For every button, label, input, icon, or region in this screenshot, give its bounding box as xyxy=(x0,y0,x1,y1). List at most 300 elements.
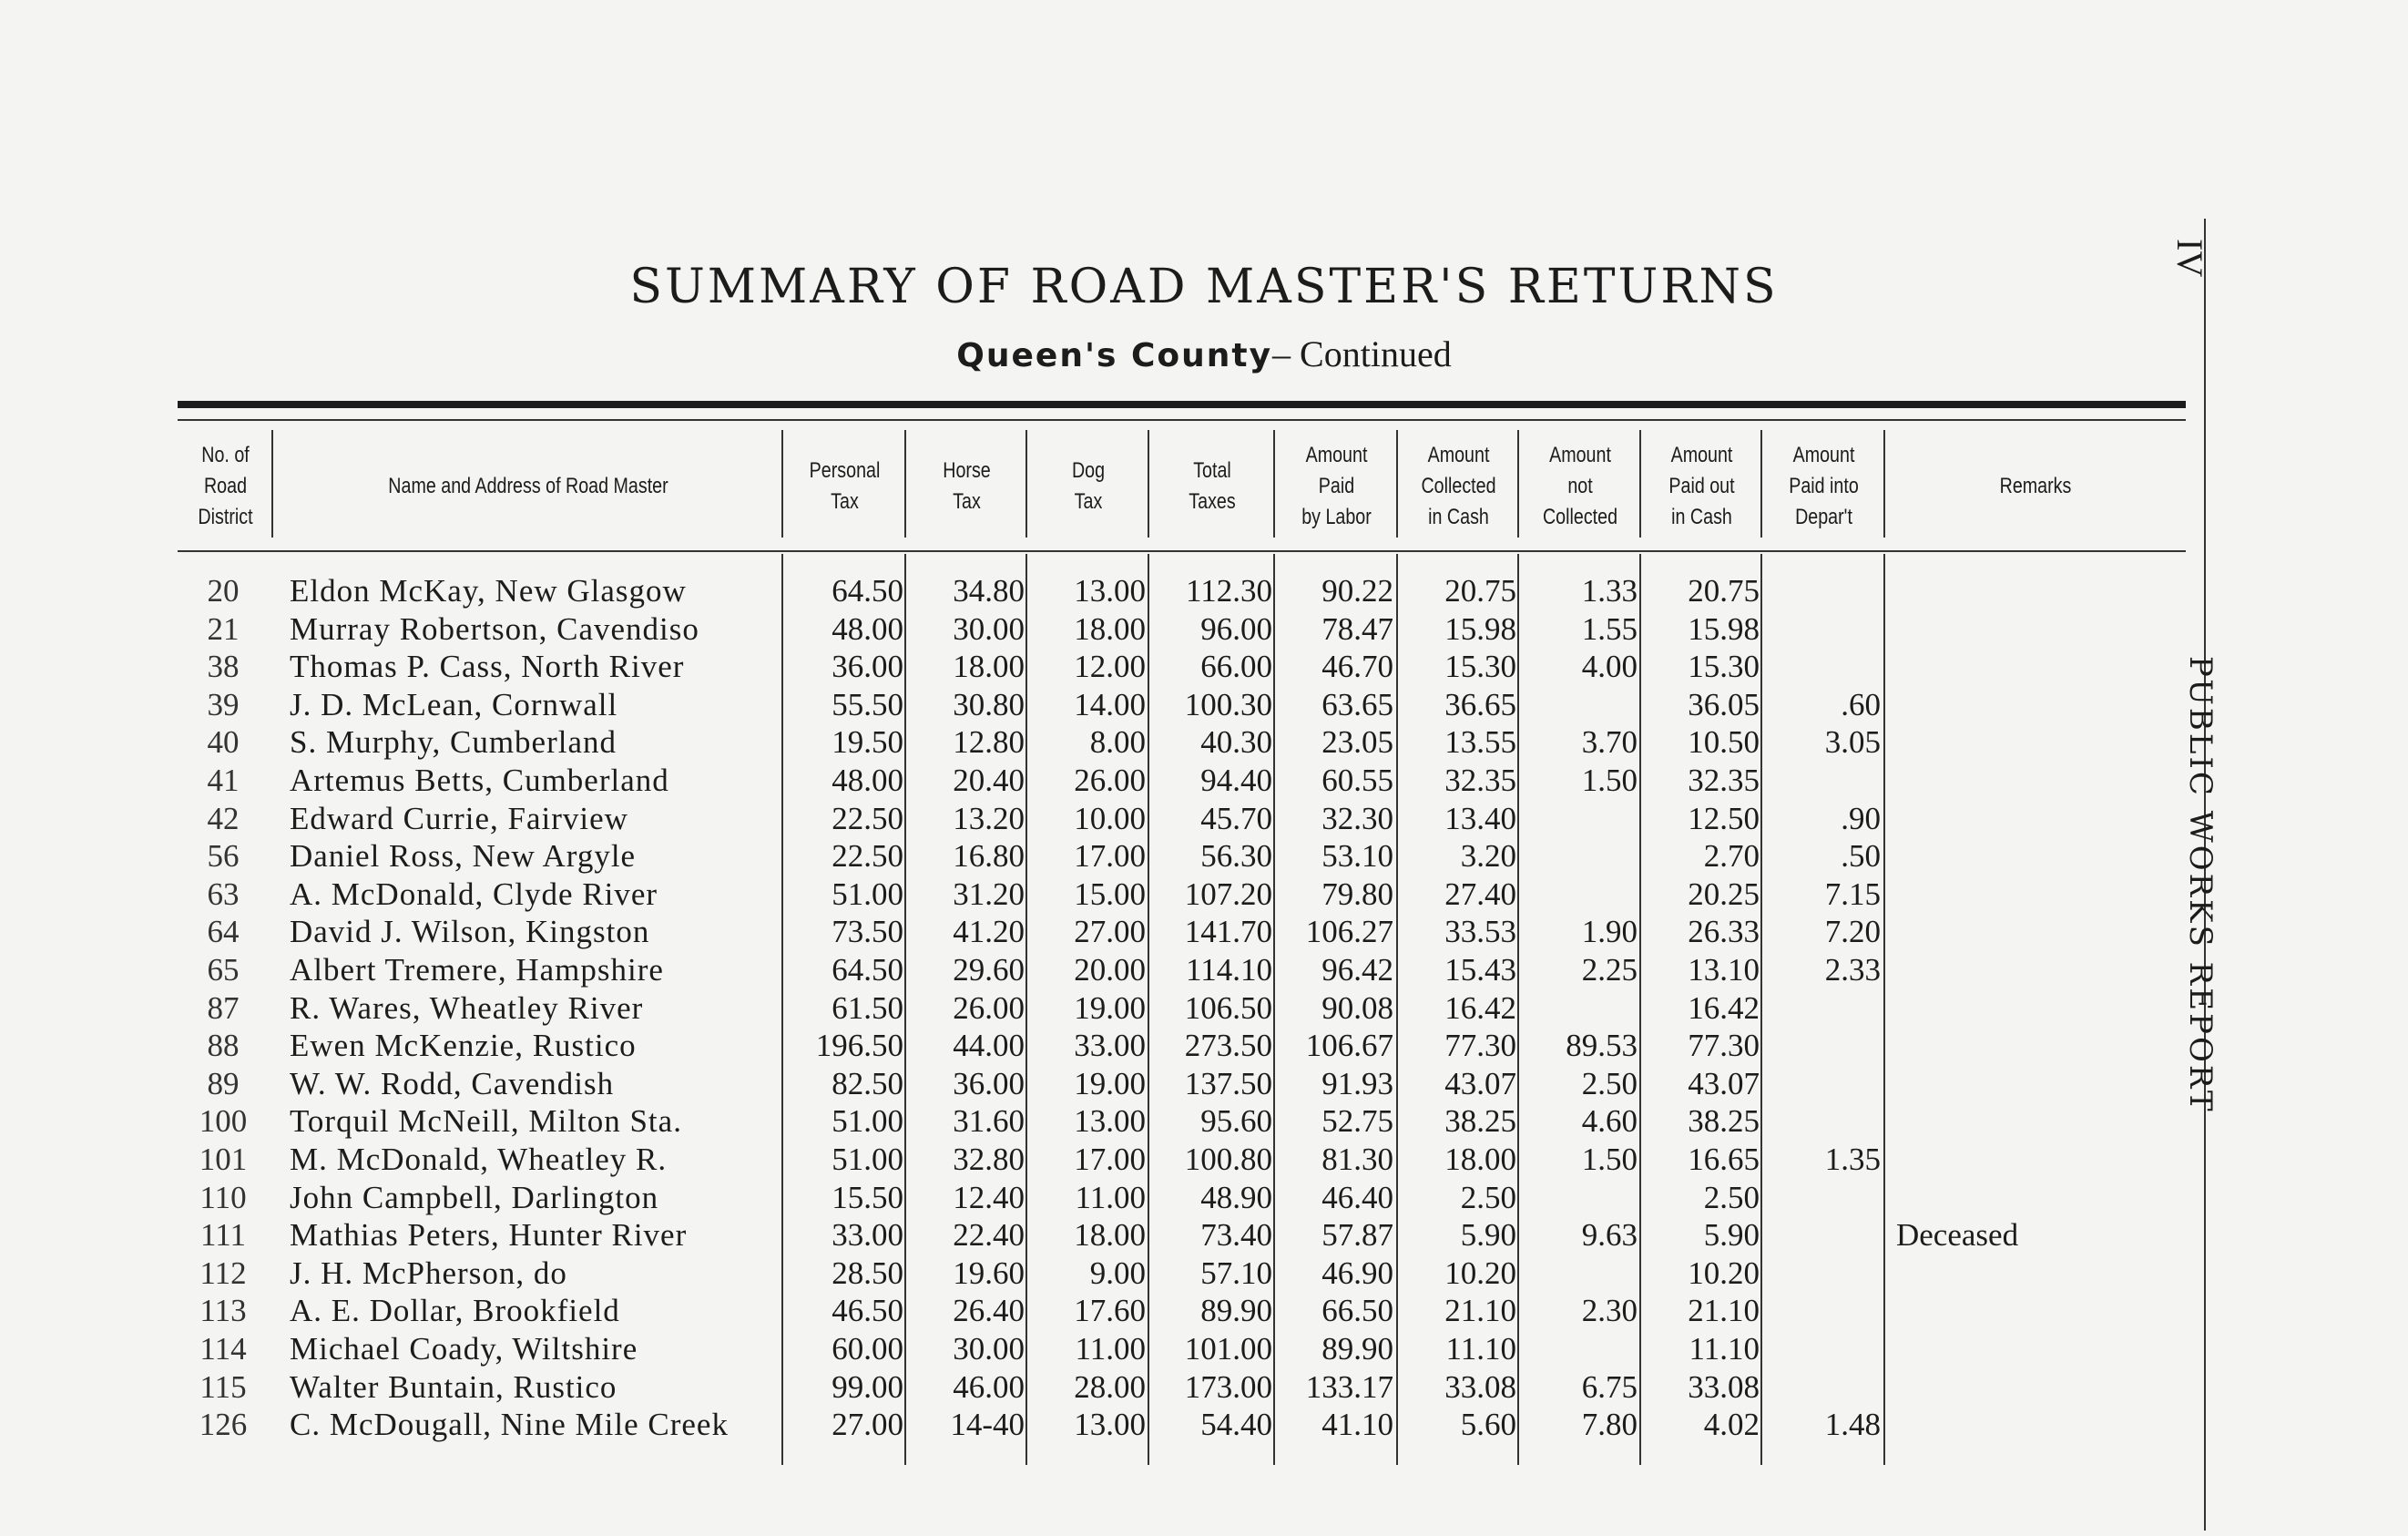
personal-tax: 61.50 xyxy=(832,989,903,1026)
remarks xyxy=(1885,951,2197,989)
paid-by-labor: 46.40 xyxy=(1321,1179,1393,1215)
road-district-number: 41 xyxy=(207,763,240,798)
road-district-number: 63 xyxy=(207,876,240,912)
table-row xyxy=(0,1179,2408,1217)
total-taxes: 56.30 xyxy=(1200,838,1272,875)
horse-tax: 20.40 xyxy=(953,763,1025,798)
dog-tax: 17.00 xyxy=(1074,1142,1146,1177)
dog-tax: 20.00 xyxy=(1074,952,1146,988)
table-row xyxy=(0,723,2408,762)
paid-out-in-cash: 38.25 xyxy=(1688,1103,1760,1140)
collected-in-cash: 27.40 xyxy=(1444,876,1516,912)
road-district-number: 64 xyxy=(207,914,240,950)
collected-in-cash: 38.25 xyxy=(1444,1103,1516,1140)
total-taxes: 57.10 xyxy=(1200,1254,1272,1291)
paid-into-department xyxy=(1762,1102,1881,1141)
paid-by-labor: 46.70 xyxy=(1321,649,1393,685)
collected-in-cash: 3.20 xyxy=(1460,838,1516,875)
total-taxes: 106.50 xyxy=(1184,989,1272,1026)
personal-tax: 196.50 xyxy=(815,1028,903,1064)
collected-in-cash: 5.90 xyxy=(1460,1217,1516,1254)
paid-by-labor: 78.47 xyxy=(1321,610,1393,647)
header-label: Horse Tax xyxy=(943,458,991,514)
not-collected: 1.50 xyxy=(1581,1142,1638,1177)
paid-out-in-cash: 21.10 xyxy=(1688,1293,1760,1329)
header-label: Name and Address of Road Master xyxy=(388,474,668,498)
dog-tax: 9.00 xyxy=(1089,1254,1146,1291)
total-taxes: 73.40 xyxy=(1200,1217,1272,1254)
paid-into-department: 7.20 xyxy=(1824,914,1881,950)
paid-by-labor: 63.65 xyxy=(1321,686,1393,722)
header-label: Total Taxes xyxy=(1189,458,1236,514)
table-row xyxy=(0,1065,2408,1103)
not-collected: 2.25 xyxy=(1581,952,1638,988)
paid-out-in-cash: 20.25 xyxy=(1688,876,1760,912)
header-divider xyxy=(904,430,906,538)
remarks xyxy=(1885,686,2197,724)
table-row xyxy=(0,1102,2408,1141)
collected-in-cash: 10.20 xyxy=(1444,1254,1516,1291)
remarks xyxy=(1885,1065,2197,1103)
road-district-number: 114 xyxy=(199,1331,247,1367)
not-collected: 3.70 xyxy=(1581,724,1638,761)
dog-tax: 13.00 xyxy=(1074,1103,1146,1140)
header-paid-into-department xyxy=(1773,428,1874,545)
table-row xyxy=(0,989,2408,1028)
header-name-address xyxy=(319,428,737,545)
remarks: Deceased xyxy=(1896,1217,2019,1254)
personal-tax: 46.50 xyxy=(832,1293,903,1329)
horse-tax: 26.40 xyxy=(953,1293,1025,1329)
road-district-number: 38 xyxy=(207,649,240,685)
horse-tax: 34.80 xyxy=(953,573,1025,609)
road-master-name: M. McDonald, Wheatley R. xyxy=(290,1142,668,1177)
paid-out-in-cash: 15.30 xyxy=(1688,649,1760,685)
collected-in-cash: 77.30 xyxy=(1444,1028,1516,1064)
collected-in-cash: 33.53 xyxy=(1444,914,1516,950)
not-collected: 4.00 xyxy=(1581,649,1638,685)
header-personal-tax xyxy=(794,428,895,545)
not-collected: 1.33 xyxy=(1581,573,1638,609)
not-collected: 4.60 xyxy=(1581,1103,1638,1140)
paid-into-department xyxy=(1762,1065,1881,1103)
dog-tax: 17.00 xyxy=(1074,838,1146,875)
horse-tax: 31.60 xyxy=(953,1103,1025,1140)
collected-in-cash: 13.40 xyxy=(1444,800,1516,836)
road-master-name: Thomas P. Cass, North River xyxy=(290,649,685,685)
road-master-name: Albert Tremere, Hampshire xyxy=(290,952,664,988)
header-divider xyxy=(1760,430,1762,538)
collected-in-cash: 2.50 xyxy=(1460,1179,1516,1215)
header-label: Amount Paid out in Cash xyxy=(1668,443,1735,529)
not-collected xyxy=(1519,686,1638,724)
road-master-name: J. D. McLean, Cornwall xyxy=(290,686,618,722)
dog-tax: 12.00 xyxy=(1074,649,1146,685)
paid-by-labor: 52.75 xyxy=(1321,1103,1393,1140)
personal-tax: 51.00 xyxy=(832,876,903,912)
collected-in-cash: 32.35 xyxy=(1444,763,1516,798)
remarks xyxy=(1885,913,2197,951)
horse-tax: 32.80 xyxy=(953,1142,1025,1177)
road-master-name: Murray Robertson, Cavendiso xyxy=(290,610,699,647)
road-district-number: 101 xyxy=(199,1142,248,1177)
table-row xyxy=(0,951,2408,989)
total-taxes: 173.00 xyxy=(1184,1368,1272,1405)
header-label: Amount not Collected xyxy=(1542,443,1618,529)
remarks xyxy=(1885,876,2197,914)
road-district-number: 40 xyxy=(207,724,240,761)
remarks xyxy=(1885,1027,2197,1065)
collected-in-cash: 18.00 xyxy=(1444,1142,1516,1177)
side-running-title: PUBLIC WORKS REPORT xyxy=(2182,656,2219,1114)
collected-in-cash: 43.07 xyxy=(1444,1065,1516,1101)
personal-tax: 55.50 xyxy=(832,686,903,722)
table-row xyxy=(0,1216,2408,1254)
paid-by-labor: 53.10 xyxy=(1321,838,1393,875)
total-taxes: 95.60 xyxy=(1200,1103,1272,1140)
paid-by-labor: 32.30 xyxy=(1321,800,1393,836)
collected-in-cash: 15.43 xyxy=(1444,952,1516,988)
paid-out-in-cash: 12.50 xyxy=(1688,800,1760,836)
remarks xyxy=(1885,1368,2197,1407)
header-divider xyxy=(1883,430,1885,538)
table-row xyxy=(0,1141,2408,1179)
remarks xyxy=(1885,1102,2197,1141)
road-district-number: 56 xyxy=(207,838,240,875)
road-master-name: Michael Coady, Wiltshire xyxy=(290,1331,638,1367)
header-divider xyxy=(781,430,783,538)
not-collected xyxy=(1519,837,1638,876)
dog-tax: 26.00 xyxy=(1074,763,1146,798)
header-divider xyxy=(271,430,273,538)
header-horse-tax xyxy=(917,428,1016,545)
paid-by-labor: 79.80 xyxy=(1321,876,1393,912)
total-taxes: 107.20 xyxy=(1184,876,1272,912)
personal-tax: 64.50 xyxy=(832,573,903,609)
road-master-name: Torquil McNeill, Milton Sta. xyxy=(290,1103,682,1140)
total-taxes: 48.90 xyxy=(1200,1179,1272,1215)
paid-out-in-cash: 16.65 xyxy=(1688,1142,1760,1177)
collected-in-cash: 15.30 xyxy=(1444,649,1516,685)
horse-tax: 30.00 xyxy=(953,610,1025,647)
road-district-number: 65 xyxy=(207,952,240,988)
paid-out-in-cash: 10.20 xyxy=(1688,1254,1760,1291)
total-taxes: 40.30 xyxy=(1200,724,1272,761)
paid-into-department xyxy=(1762,648,1881,686)
paid-out-in-cash: 16.42 xyxy=(1688,989,1760,1026)
remarks xyxy=(1885,762,2197,800)
header-divider xyxy=(1148,430,1149,538)
personal-tax: 19.50 xyxy=(832,724,903,761)
total-taxes: 45.70 xyxy=(1200,800,1272,836)
total-taxes: 273.50 xyxy=(1184,1028,1272,1064)
collected-in-cash: 5.60 xyxy=(1460,1407,1516,1443)
road-master-name: A. E. Dollar, Brookfield xyxy=(290,1293,620,1329)
paid-by-labor: 90.08 xyxy=(1321,989,1393,1026)
paid-into-department: 3.05 xyxy=(1824,724,1881,761)
road-district-number: 100 xyxy=(199,1103,248,1140)
header-label: Amount Paid into Depar't xyxy=(1789,443,1859,529)
remarks xyxy=(1885,1292,2197,1330)
dog-tax: 15.00 xyxy=(1074,876,1146,912)
paid-into-department: 1.48 xyxy=(1824,1407,1881,1443)
total-taxes: 54.40 xyxy=(1200,1407,1272,1443)
remarks xyxy=(1885,1141,2197,1179)
paid-into-department xyxy=(1762,1179,1881,1217)
table-row xyxy=(0,876,2408,914)
paid-into-department: 1.35 xyxy=(1824,1142,1881,1177)
road-master-name: W. W. Rodd, Cavendish xyxy=(290,1065,615,1101)
dog-tax: 11.00 xyxy=(1075,1331,1146,1367)
collected-in-cash: 11.10 xyxy=(1445,1331,1516,1367)
not-collected: 6.75 xyxy=(1581,1368,1638,1405)
header-label: Personal Tax xyxy=(809,458,881,514)
header-paid-by-labor xyxy=(1286,428,1387,545)
paid-out-in-cash: 26.33 xyxy=(1688,914,1760,950)
personal-tax: 33.00 xyxy=(832,1217,903,1254)
personal-tax: 48.00 xyxy=(832,763,903,798)
header-divider xyxy=(1025,430,1027,538)
personal-tax: 99.00 xyxy=(832,1368,903,1405)
not-collected: 9.63 xyxy=(1581,1217,1638,1254)
road-master-name: Ewen McKenzie, Rustico xyxy=(290,1028,637,1064)
not-collected: 1.50 xyxy=(1581,763,1638,798)
horse-tax: 13.20 xyxy=(953,800,1025,836)
dog-tax: 13.00 xyxy=(1074,1407,1146,1443)
remarks xyxy=(1885,648,2197,686)
road-district-number: 42 xyxy=(207,800,240,836)
horse-tax: 26.00 xyxy=(953,989,1025,1026)
header-collected-in-cash xyxy=(1409,428,1508,545)
horse-tax: 14-40 xyxy=(950,1407,1025,1443)
dog-tax: 14.00 xyxy=(1074,686,1146,722)
paid-by-labor: 23.05 xyxy=(1321,724,1393,761)
paid-out-in-cash: 13.10 xyxy=(1688,952,1760,988)
dog-tax: 27.00 xyxy=(1074,914,1146,950)
horse-tax: 41.20 xyxy=(953,914,1025,950)
header-label: Dog Tax xyxy=(1071,458,1106,514)
dog-tax: 11.00 xyxy=(1075,1179,1146,1215)
dog-tax: 18.00 xyxy=(1074,1217,1146,1254)
paid-out-in-cash: 4.02 xyxy=(1703,1407,1760,1443)
personal-tax: 22.50 xyxy=(832,800,903,836)
dog-tax: 8.00 xyxy=(1089,724,1146,761)
header-rule-thin xyxy=(178,419,2186,421)
road-district-number: 113 xyxy=(199,1293,247,1329)
table-row xyxy=(0,1254,2408,1293)
paid-by-labor: 66.50 xyxy=(1321,1293,1393,1329)
personal-tax: 28.50 xyxy=(832,1254,903,1291)
paid-into-department xyxy=(1762,1216,1881,1254)
paid-by-labor: 90.22 xyxy=(1321,573,1393,609)
header-divider xyxy=(1273,430,1275,538)
header-label: Remarks xyxy=(1999,474,2072,498)
total-taxes: 137.50 xyxy=(1184,1065,1272,1101)
road-master-name: S. Murphy, Cumberland xyxy=(290,724,617,761)
remarks xyxy=(1885,1254,2197,1293)
header-total-taxes xyxy=(1160,428,1263,545)
road-district-number: 115 xyxy=(199,1368,247,1405)
horse-tax: 30.80 xyxy=(953,686,1025,722)
header-rule-bottom xyxy=(178,550,2186,552)
paid-into-department xyxy=(1762,762,1881,800)
road-district-number: 89 xyxy=(207,1065,240,1101)
paid-by-labor: 57.87 xyxy=(1321,1217,1393,1254)
header-label: Amount Collected in Cash xyxy=(1421,443,1496,529)
remarks xyxy=(1885,610,2197,649)
paid-by-labor: 91.93 xyxy=(1321,1065,1393,1101)
dog-tax: 13.00 xyxy=(1074,573,1146,609)
table-row xyxy=(0,800,2408,838)
paid-into-department: .50 xyxy=(1841,838,1881,875)
paid-by-labor: 46.90 xyxy=(1321,1254,1393,1291)
table-row xyxy=(0,762,2408,800)
total-taxes: 141.70 xyxy=(1184,914,1272,950)
paid-out-in-cash: 11.10 xyxy=(1689,1331,1760,1367)
total-taxes: 89.90 xyxy=(1200,1293,1272,1329)
table-row xyxy=(0,610,2408,649)
remarks xyxy=(1885,1330,2197,1368)
paid-out-in-cash: 2.50 xyxy=(1703,1179,1760,1215)
dog-tax: 19.00 xyxy=(1074,1065,1146,1101)
paid-into-department: 2.33 xyxy=(1824,952,1881,988)
total-taxes: 114.10 xyxy=(1186,952,1272,988)
remarks xyxy=(1885,837,2197,876)
paid-into-department: .90 xyxy=(1841,800,1881,836)
road-district-number: 21 xyxy=(207,610,240,647)
paid-out-in-cash: 10.50 xyxy=(1688,724,1760,761)
dog-tax: 19.00 xyxy=(1074,989,1146,1026)
not-collected xyxy=(1519,1330,1638,1368)
collected-in-cash: 13.55 xyxy=(1444,724,1516,761)
remarks xyxy=(1885,572,2197,610)
header-road-district xyxy=(186,428,264,545)
paid-out-in-cash: 77.30 xyxy=(1688,1028,1760,1064)
road-district-number: 39 xyxy=(207,686,240,722)
paid-out-in-cash: 20.75 xyxy=(1688,573,1760,609)
dog-tax: 33.00 xyxy=(1074,1028,1146,1064)
personal-tax: 64.50 xyxy=(832,952,903,988)
road-master-name: Mathias Peters, Hunter River xyxy=(290,1217,688,1254)
table-row xyxy=(0,1292,2408,1330)
horse-tax: 16.80 xyxy=(953,838,1025,875)
collected-in-cash: 15.98 xyxy=(1444,610,1516,647)
header-dog-tax xyxy=(1038,428,1138,545)
dog-tax: 28.00 xyxy=(1074,1368,1146,1405)
road-master-name: David J. Wilson, Kingston xyxy=(290,914,650,950)
total-taxes: 66.00 xyxy=(1200,649,1272,685)
road-master-name: John Campbell, Darlington xyxy=(290,1179,659,1215)
not-collected xyxy=(1519,1179,1638,1217)
remarks xyxy=(1885,1179,2197,1217)
remarks xyxy=(1885,723,2197,762)
personal-tax: 51.00 xyxy=(832,1103,903,1140)
personal-tax: 73.50 xyxy=(832,914,903,950)
not-collected xyxy=(1519,1254,1638,1293)
road-master-name: C. McDougall, Nine Mile Creek xyxy=(290,1407,729,1443)
road-district-number: 111 xyxy=(200,1217,246,1254)
subtitle-continued: – Continued xyxy=(1272,333,1452,374)
road-district-number: 88 xyxy=(207,1028,240,1064)
horse-tax: 22.40 xyxy=(953,1217,1025,1254)
personal-tax: 82.50 xyxy=(832,1065,903,1101)
page-number: IV xyxy=(2169,239,2210,278)
road-district-number: 87 xyxy=(207,989,240,1026)
table-row xyxy=(0,648,2408,686)
personal-tax: 27.00 xyxy=(832,1407,903,1443)
horse-tax: 19.60 xyxy=(953,1254,1025,1291)
paid-out-in-cash: 32.35 xyxy=(1688,763,1760,798)
paid-by-labor: 89.90 xyxy=(1321,1331,1393,1367)
road-district-number: 112 xyxy=(199,1254,247,1291)
header-remarks xyxy=(1913,428,2159,545)
paid-out-in-cash: 15.98 xyxy=(1688,610,1760,647)
road-district-number: 110 xyxy=(199,1179,247,1215)
road-master-name: J. H. McPherson, do xyxy=(290,1254,567,1291)
paid-out-in-cash: 43.07 xyxy=(1688,1065,1760,1101)
collected-in-cash: 21.10 xyxy=(1444,1293,1516,1329)
paid-into-department: 7.15 xyxy=(1824,876,1881,912)
road-district-number: 20 xyxy=(207,573,240,609)
paid-into-department xyxy=(1762,610,1881,649)
table-row xyxy=(0,1330,2408,1368)
paid-by-labor: 133.17 xyxy=(1305,1368,1393,1405)
header-not-collected xyxy=(1530,428,1630,545)
not-collected xyxy=(1519,800,1638,838)
table-row xyxy=(0,913,2408,951)
personal-tax: 22.50 xyxy=(832,838,903,875)
horse-tax: 18.00 xyxy=(953,649,1025,685)
table-row xyxy=(0,1406,2408,1444)
personal-tax: 51.00 xyxy=(832,1142,903,1177)
personal-tax: 60.00 xyxy=(832,1331,903,1367)
paid-by-labor: 106.27 xyxy=(1305,914,1393,950)
road-master-name: Edward Currie, Fairview xyxy=(290,800,628,836)
paid-by-labor: 96.42 xyxy=(1321,952,1393,988)
horse-tax: 36.00 xyxy=(953,1065,1025,1101)
paid-out-in-cash: 2.70 xyxy=(1703,838,1760,875)
road-master-name: Eldon McKay, New Glasgow xyxy=(290,573,687,609)
road-master-name: Daniel Ross, New Argyle xyxy=(290,838,637,875)
horse-tax: 29.60 xyxy=(953,952,1025,988)
total-taxes: 100.80 xyxy=(1184,1142,1272,1177)
total-taxes: 100.30 xyxy=(1184,686,1272,722)
header-divider xyxy=(1517,430,1519,538)
collected-in-cash: 36.65 xyxy=(1444,686,1516,722)
header-paid-out-in-cash xyxy=(1652,428,1751,545)
personal-tax: 15.50 xyxy=(832,1179,903,1215)
personal-tax: 36.00 xyxy=(832,649,903,685)
paid-into-department: .60 xyxy=(1841,686,1881,722)
collected-in-cash: 16.42 xyxy=(1444,989,1516,1026)
table-row xyxy=(0,837,2408,876)
paid-out-in-cash: 33.08 xyxy=(1688,1368,1760,1405)
not-collected xyxy=(1519,876,1638,914)
horse-tax: 12.40 xyxy=(953,1179,1025,1215)
paid-into-department xyxy=(1762,572,1881,610)
paid-into-department xyxy=(1762,1027,1881,1065)
header-rule-thick xyxy=(178,401,2186,408)
not-collected: 89.53 xyxy=(1566,1028,1638,1064)
dog-tax: 17.60 xyxy=(1074,1293,1146,1329)
horse-tax: 31.20 xyxy=(953,876,1025,912)
paid-into-department xyxy=(1762,989,1881,1028)
total-taxes: 112.30 xyxy=(1186,573,1272,609)
page-title: SUMMARY OF ROAD MASTER'S RETURNS xyxy=(629,260,1779,314)
paid-by-labor: 60.55 xyxy=(1321,763,1393,798)
paid-into-department xyxy=(1762,1254,1881,1293)
table-row xyxy=(0,1368,2408,1407)
